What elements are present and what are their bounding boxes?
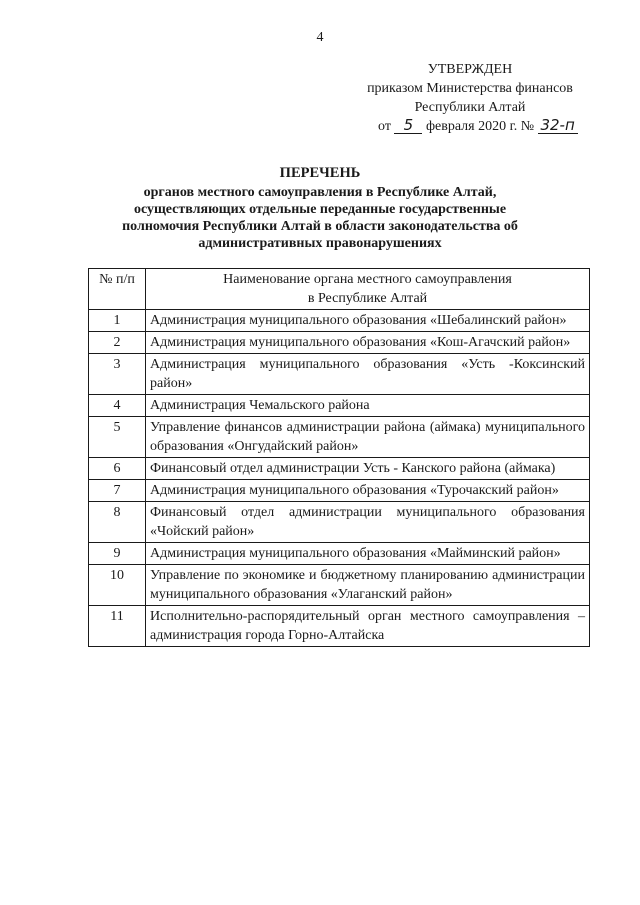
row-num: 6	[89, 458, 146, 480]
table-row	[89, 543, 590, 565]
page-number: 4	[316, 30, 324, 45]
document-title	[95, 165, 545, 252]
approval-ministry-line: Республики Алтай	[414, 100, 526, 115]
table-row	[89, 417, 590, 458]
table-header-row	[89, 269, 590, 310]
title-line: полномочия Республики Алтай в области законодательства об	[122, 219, 518, 234]
row-name: Администрация муниципального образования «Кош-Агачский район»	[146, 332, 590, 354]
table-row	[89, 606, 590, 647]
row-num: 4	[89, 395, 146, 417]
date-prefix: от	[378, 119, 391, 134]
title-heading: ПЕРЕЧЕНЬ	[279, 165, 361, 181]
row-name: Администрация муниципального образования «Турочакский район»	[146, 480, 590, 502]
date-middle: февраля 2020 г. №	[425, 119, 535, 134]
row-name: Администрация муниципального образования «Усть -Коксинский район»	[146, 354, 590, 395]
header-name-line2: в Республике Алтай	[307, 291, 428, 306]
approval-date-line	[330, 117, 610, 136]
row-num: 5	[89, 417, 146, 458]
table-row	[89, 458, 590, 480]
row-name: Администрация муниципального образования «Шебалинский район»	[146, 310, 590, 332]
row-name: Финансовый отдел администрации Усть - Канского района (аймака)	[146, 458, 590, 480]
table-row	[89, 332, 590, 354]
table-row	[89, 565, 590, 606]
row-num: 7	[89, 480, 146, 502]
row-name: Администрация Чемальского района	[146, 395, 590, 417]
row-num: 2	[89, 332, 146, 354]
table-row	[89, 395, 590, 417]
header-name-line1: Наименование органа местного самоуправления	[223, 272, 512, 287]
row-num: 3	[89, 354, 146, 395]
row-num: 1	[89, 310, 146, 332]
row-num: 10	[89, 565, 146, 606]
row-num: 11	[89, 606, 146, 647]
row-name: Управление по экономике и бюджетному планированию администрации муниципального образования «Улаганский район»	[146, 565, 590, 606]
table-row	[89, 480, 590, 502]
table-row	[89, 310, 590, 332]
row-name: Администрация муниципального образования «Майминский район»	[146, 543, 590, 565]
approval-status: УТВЕРЖДЕН	[427, 62, 513, 77]
row-name: Исполнительно-распорядительный орган местного самоуправления – администрация города Горно-Алтайска	[146, 606, 590, 647]
table-row	[89, 354, 590, 395]
approval-stamp	[330, 60, 610, 136]
row-num: 8	[89, 502, 146, 543]
header-name	[146, 269, 590, 310]
title-line: осуществляющих отдельные переданные государственные	[133, 202, 507, 217]
row-name: Финансовый отдел администрации муниципального образования «Чойский район»	[146, 502, 590, 543]
approval-order-line: приказом Министерства финансов	[367, 81, 573, 96]
bodies-table	[88, 268, 590, 647]
handwritten-order-number: 32-п	[538, 118, 578, 134]
table-row	[89, 502, 590, 543]
row-num: 9	[89, 543, 146, 565]
title-line: административных правонарушениях	[198, 236, 442, 251]
header-num: № п/п	[89, 269, 146, 310]
row-name: Управление финансов администрации района (аймака) муниципального образования «Онгудайский район»	[146, 417, 590, 458]
handwritten-day: 5	[394, 118, 422, 134]
title-line: органов местного самоуправления в Республике Алтай,	[143, 185, 497, 200]
